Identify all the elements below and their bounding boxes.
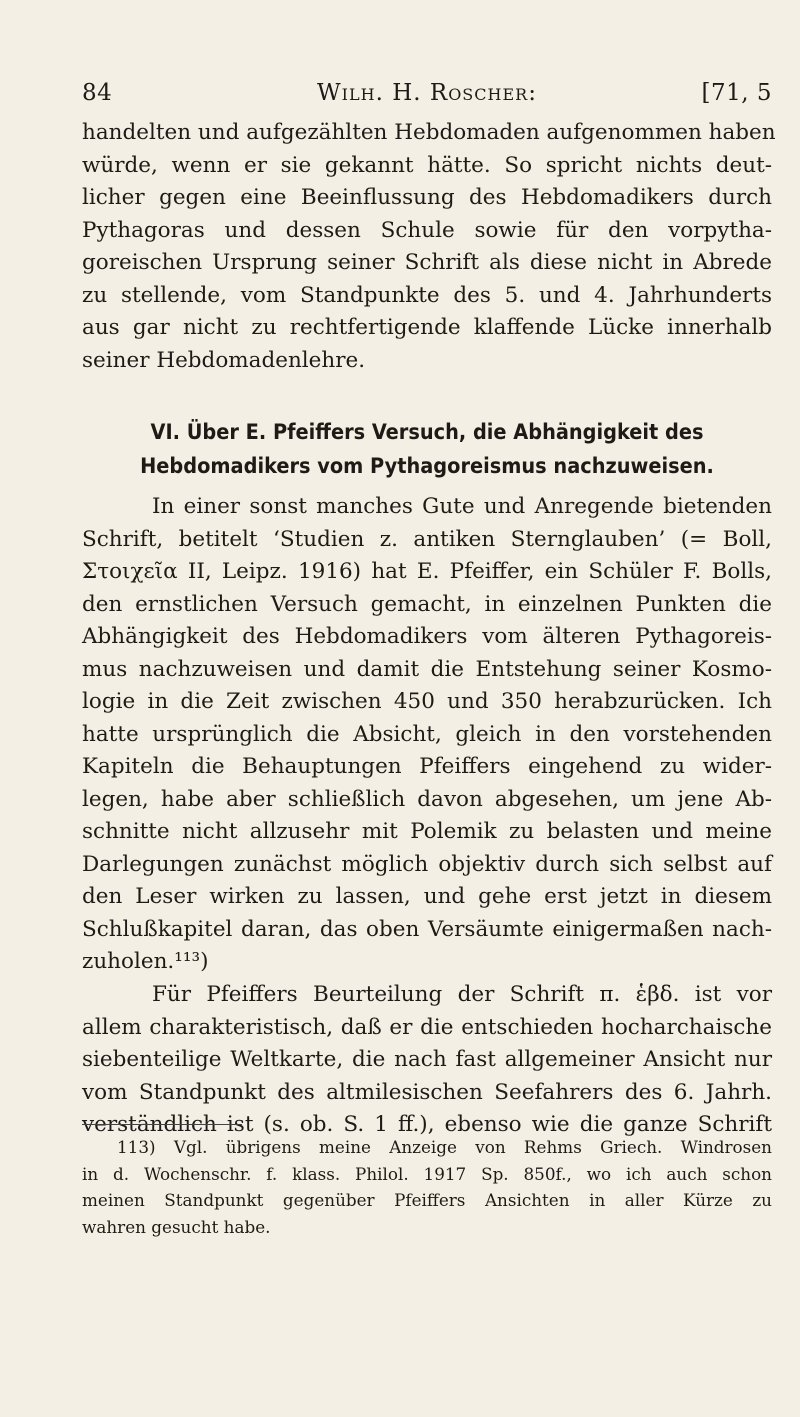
footnote-line: wahren gesucht habe. (82, 1216, 271, 1237)
footnote-divider (82, 1124, 242, 1125)
text-line: Στοιχεῖα II, Leipz. 1916) hat E. Pfeiffer, ein Schüler F. Bolls, (82, 559, 772, 584)
text-line: den ernstlichen Versuch gemacht, in einzelnen Punkten die (82, 591, 772, 617)
section-heading (82, 416, 772, 484)
text-line: schnitte nicht allzusehr mit Polemik zu belasten und meine (82, 819, 772, 844)
text-line: hatte ursprünglich die Absicht, gleich in den vorstehenden (82, 721, 772, 747)
text-line: würde, wenn er sie gekannt hätte. So spricht nichts deut- (82, 152, 772, 178)
text-line: allem charakteristisch, daß er die entschieden hocharchaische (82, 1014, 772, 1040)
text-line: Pythagoras und dessen Schule sowie für den vorpytha- (82, 217, 772, 243)
text-line: Abhängigkeit des Hebdomadikers vom älteren Pythagoreis- (82, 624, 772, 649)
text-line: Kapiteln die Behauptungen Pfeiffers eingehend zu wider- (82, 754, 772, 779)
text-line: verständlich ist (s. ob. S. 1 ff.), ebenso wie die ganze Schrift (82, 1112, 772, 1137)
section-reference: [71, 5 (701, 80, 772, 106)
text-line: goreischen Ursprung seiner Schrift als diese nicht in Abrede (82, 250, 772, 275)
text-line: zuholen.¹¹³) (82, 949, 209, 974)
text-line: Für Pfeiffers Beurteilung der Schrift π. ἑβδ. ist vor (152, 982, 772, 1007)
text-line: Schlußkapitel daran, das oben Versäumte einigermaßen nach- (82, 916, 772, 942)
text-line: vom Standpunkt des altmilesischen Seefahrers des 6. Jahrh. (82, 1079, 772, 1105)
text-line: Schrift, betitelt ‘Studien z. antiken Sternglauben’ (= Boll, (82, 526, 772, 552)
footnote-line: 113) Vgl. übrigens meine Anzeige von Rehms Griech. Windrosen (117, 1137, 772, 1157)
text-line: In einer sonst manches Gute und Anregende bietenden (152, 494, 772, 519)
running-head: Wilh. H. Roscher: (317, 80, 537, 106)
footnote-113 (82, 1134, 772, 1240)
footnote-line: meinen Standpunkt gegenüber Pfeiffers Ansichten in aller Kürze zu (82, 1190, 772, 1210)
text-line: mus nachzuweisen und damit die Entstehung seiner Kosmo- (82, 656, 772, 682)
text-line: den Leser wirken zu lassen, und gehe erst jetzt in diesem (82, 884, 772, 909)
page-header (82, 80, 772, 112)
heading-line: VI. Über E. Pfeiffers Versuch, die Abhängigkeit des (150, 420, 704, 445)
paragraph-3 (82, 979, 772, 1142)
text-line: seiner Hebdomadenlehre. (82, 347, 366, 373)
text-line: handelten und aufgezählten Hebdomaden aufgenommen haben (82, 120, 776, 145)
text-line: legen, habe aber schließlich davon abgesehen, um jene Ab- (82, 786, 772, 812)
heading-line: Hebdomadikers vom Pythagoreismus nachzuweisen. (140, 454, 714, 479)
paragraph-1 (82, 117, 776, 377)
text-line: logie in die Zeit zwischen 450 und 350 herabzurücken. Ich (82, 689, 772, 714)
text-line: Darlegungen zunächst möglich objektiv durch sich selbst auf (82, 851, 772, 877)
text-line: siebenteilige Weltkarte, die nach fast allgemeiner Ansicht nur (82, 1047, 772, 1072)
text-line: aus gar nicht zu rechtfertigende klaffende Lücke innerhalb (82, 315, 772, 340)
paragraph-2 (82, 491, 772, 979)
text-line: licher gegen eine Beeinflussung des Hebdomadikers durch (82, 185, 772, 210)
text-line: zu stellende, vom Standpunkte des 5. und 4. Jahrhunderts (82, 282, 772, 308)
footnote-line: in d. Wochenschr. f. klass. Philol. 1917 Sp. 850f., wo ich auch schon (82, 1163, 772, 1184)
page-number: 84 (82, 80, 113, 106)
